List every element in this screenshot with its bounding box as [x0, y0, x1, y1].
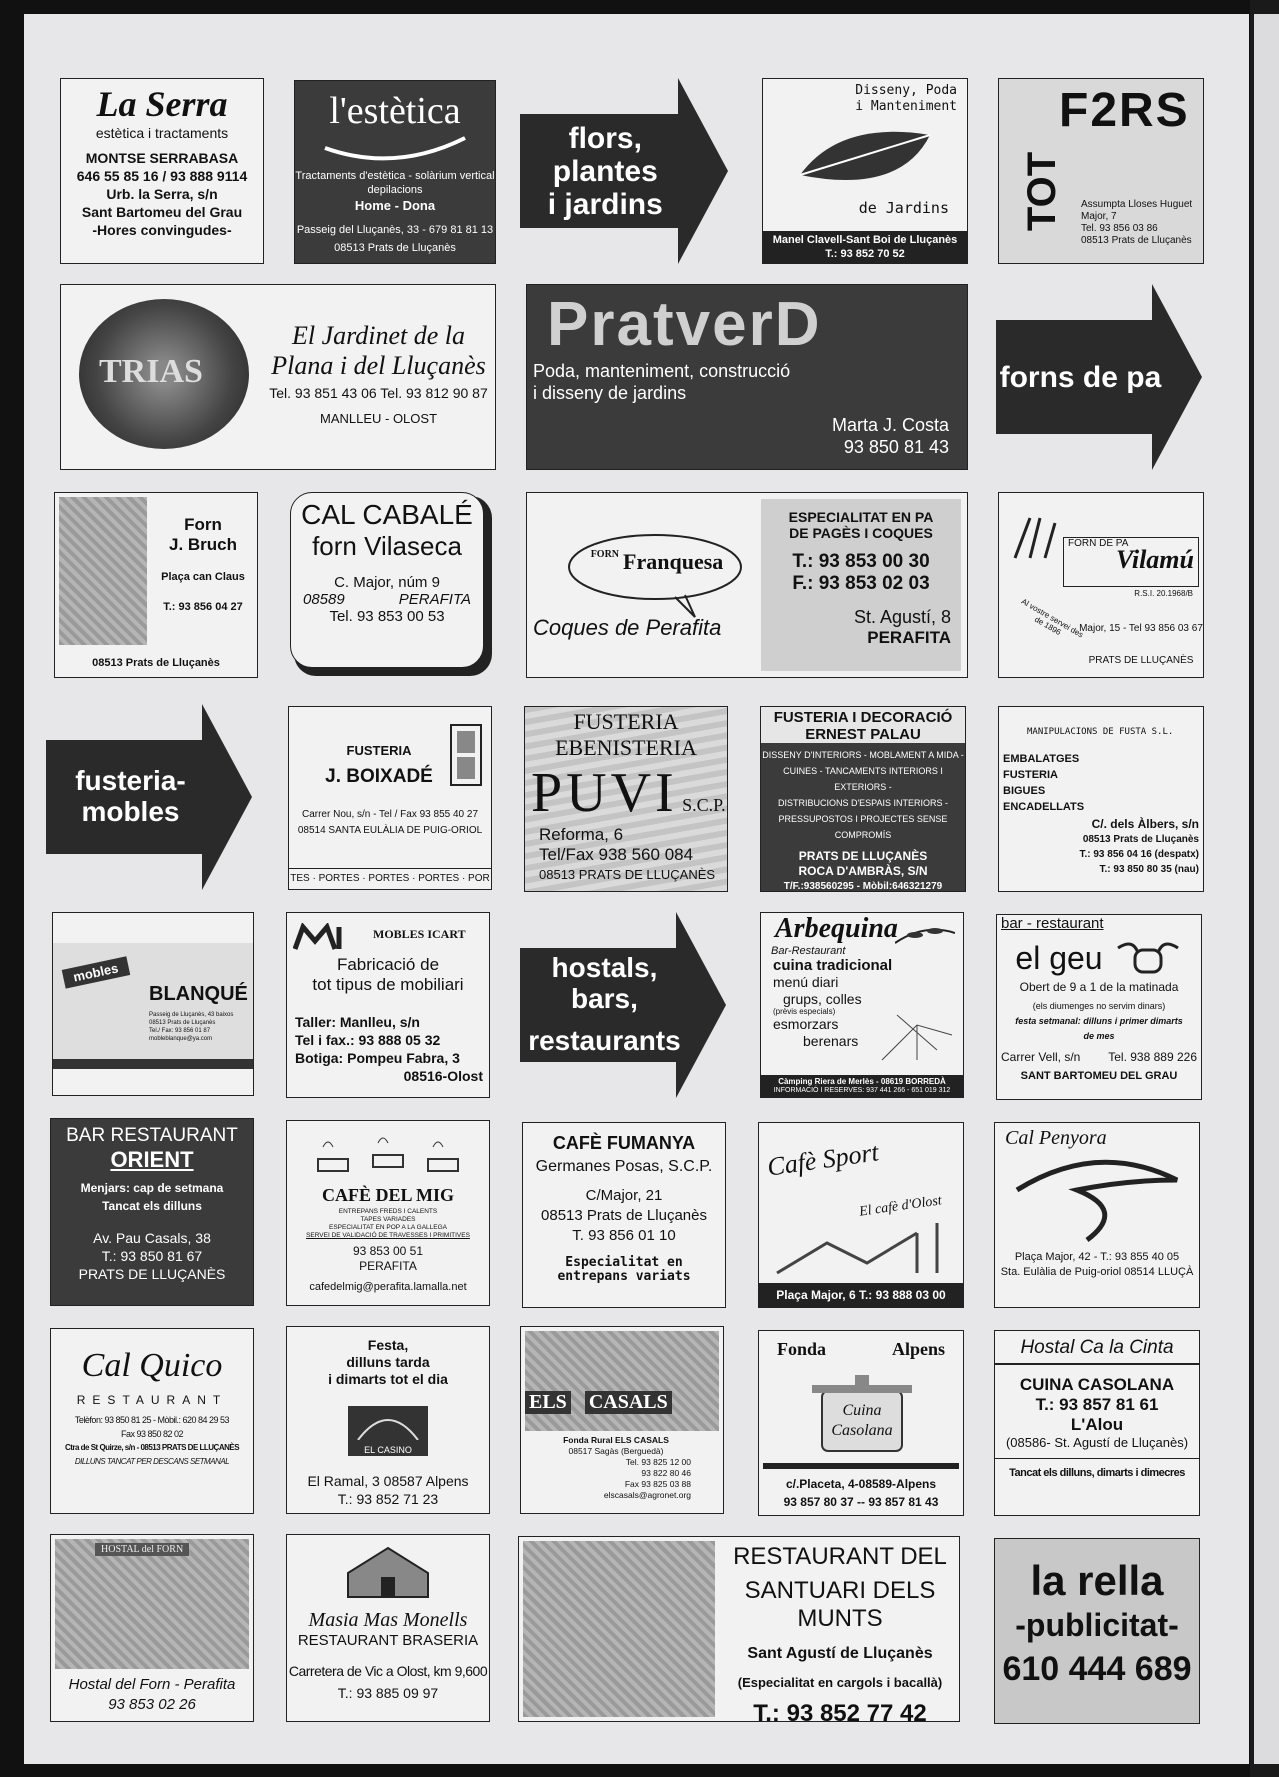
pratverd-owner: Marta J. Costa — [831, 415, 949, 435]
vilamu-forn: FORN DE PA — [1068, 538, 1129, 549]
manipulacions-item1: EMBALATGES — [1003, 753, 1080, 765]
cafe-del-mig-line2: TAPES VARIADES — [360, 1216, 416, 1223]
hostal-forn-name: Hostal del Forn - Perafita — [68, 1676, 236, 1693]
bruch-forn: Forn — [184, 515, 222, 534]
el-geu-closed: festa setmanal: dilluns i primer dimarts — [1015, 1016, 1183, 1026]
bruch-phone: T.: 93 856 04 27 — [163, 601, 243, 613]
blanque-address: Passeig de Lluçanès, 43 baixos — [149, 1012, 234, 1018]
cal-quico-type: RESTAURANT — [76, 1393, 228, 1407]
franquesa-speciality2: DE PAGÈS I COQUES — [789, 525, 933, 541]
cafe-sport-tagline: El cafè d'Olost — [858, 1193, 943, 1220]
cabale-name: CAL CABALÉ — [301, 499, 473, 530]
cal-quico-name: Cal Quico — [81, 1347, 223, 1384]
blanque-name: BLANQUÉ — [149, 983, 248, 1005]
fumanya-name: CAFÈ FUMANYA — [552, 1133, 696, 1153]
els-casals-phone2: 93 822 80 46 — [641, 1468, 691, 1478]
category-arrow-flors — [520, 78, 728, 264]
tot-flors-owner: Assumpta Lloses Huguet — [1081, 199, 1193, 210]
santuari-phone: T.: 93 852 77 42 — [753, 1700, 927, 1722]
mas-monells-type: RESTAURANT BRASERIA — [297, 1632, 479, 1649]
disseny-title2: i Manteniment — [855, 99, 957, 114]
icart-desc2: tot tipus de mobiliari — [312, 975, 464, 994]
vilamu-name: Vilamú — [1115, 545, 1194, 574]
palau-service1: DISSENY D'INTERIORS - MOBLAMENT A MIDA - — [762, 750, 964, 760]
trias-line1: El Jardinet de la — [291, 321, 466, 350]
manipulacions-title: MANIPULACIONS DE FUSTA S.L. — [1027, 727, 1174, 737]
tot-flors-town: 08513 Prats de Lluçanès — [1081, 235, 1192, 246]
arbequina-groups: grups, colles — [783, 991, 862, 1007]
category-arrow-forns — [996, 284, 1202, 470]
arbequina-logo: Arbequina — [775, 913, 898, 944]
la-rella-name: la rella — [1030, 1557, 1164, 1604]
trias-towns: MANLLEU - OLOST — [319, 411, 438, 426]
category-hostals-line1: hostals, bars, — [551, 951, 658, 1014]
fonda-cuina: Cuina — [842, 1402, 882, 1419]
ad-manipulacions — [998, 706, 1204, 892]
puvi-town: 08513 PRATS DE LLUÇANÈS — [539, 867, 716, 882]
category-flors-line2: i jardins — [547, 187, 663, 221]
manipulacions-phone1: T.: 93 856 04 16 (despatx) — [1079, 849, 1199, 860]
cabale-town: PERAFITA — [398, 591, 471, 608]
casino-festa: Festa, — [367, 1337, 409, 1353]
ad-la-rella — [994, 1538, 1200, 1724]
puvi-fusteria: FUSTERIA — [573, 709, 679, 734]
lestetica-town: 08513 Prats de Lluçanès — [334, 242, 456, 254]
casino-logo: EL CASINO — [364, 1445, 412, 1455]
cafe-del-mig-line1: ENTREPANS FREDS I CALENTS — [338, 1208, 438, 1215]
pratverd-desc2: i disseny de jardins — [533, 383, 687, 403]
coffee-cups-icon — [303, 1129, 473, 1179]
ad-la-serra — [60, 78, 264, 264]
hostal-forn-sign: HOSTAL del FORN — [95, 1543, 189, 1556]
cabale-address: C. Major, núm 9 — [334, 574, 440, 591]
arbequina-menu: menú diari — [773, 974, 839, 990]
els-casals-town: 08517 Sagàs (Berguedà) — [568, 1446, 664, 1456]
el-geu-type: bar - restaurant — [1001, 915, 1104, 932]
la-serra-subtitle: estètica i tractaments — [95, 125, 229, 141]
ad-cafe-del-mig — [286, 1120, 490, 1306]
cow-icon — [1113, 938, 1183, 978]
franquesa-logo-name: Franquesa — [623, 549, 724, 574]
casino-tuesday: i dimarts tot el dia — [328, 1371, 448, 1387]
ad-cal-quico — [50, 1328, 254, 1514]
category-arrow-hostals — [520, 912, 726, 1098]
els-casals-logo1: ELS — [525, 1391, 571, 1414]
puvi-scp: S.C.P. — [682, 795, 726, 815]
els-casals-fax: Fax 93 825 03 88 — [624, 1479, 691, 1489]
category-forns-label: forns de pa — [999, 360, 1162, 394]
icart-desc1: Fabricació de — [336, 955, 440, 974]
cabale-postcode: 08589 — [303, 591, 345, 608]
ad-disseny-jardins — [762, 78, 968, 264]
fumanya-speciality2: entrepans variats — [557, 1269, 691, 1284]
fonda-address: c/.Placeta, 4-08589-Alpens — [785, 1477, 937, 1491]
category-fusteria-label: fusteria-mobles — [75, 765, 186, 827]
la-serra-name: MONTSE SERRABASA — [85, 150, 239, 166]
icart-name: MOBLES ICART — [373, 927, 466, 941]
blanque-town: 08513 Prats de Lluçanès — [149, 1020, 216, 1026]
fumanya-speciality1: Especialitat en — [565, 1255, 683, 1270]
ad-mobles-blanque — [52, 912, 254, 1096]
ad-fonda-alpens — [758, 1330, 964, 1516]
cafe-del-mig-line4: SERVEI DE VALIDACIÓ DE TRAVESSES I PRIMITIVES — [306, 1232, 470, 1239]
franquesa-phone: T.: 93 853 00 30 — [792, 551, 930, 572]
franquesa-speciality1: ESPECIALITAT EN PA — [788, 509, 934, 525]
calacinta-town: (08586- St. Agustí de Lluçanès) — [995, 1435, 1199, 1459]
casino-monday: dilluns tarda — [346, 1354, 430, 1370]
els-casals-house-photo — [525, 1331, 719, 1431]
palau-service2: CUINES - TANCAMENTS INTERIORS I EXTERIORS - — [783, 766, 943, 792]
ad-boixade — [288, 706, 492, 890]
cal-penyora-address: Plaça Major, 42 - T.: 93 855 40 05 — [1014, 1251, 1180, 1263]
lestetica-gender: Home - Dona — [354, 198, 436, 213]
boixade-address: Carrer Nou, s/n - Tel / Fax 93 855 40 27 — [301, 809, 478, 820]
cal-penyora-town: Sta. Eulàlia de Puig-oriol 08514 LLUÇÀ — [1000, 1266, 1194, 1278]
ad-tot-flors — [998, 78, 1204, 264]
orient-address: Av. Pau Casals, 38 — [93, 1230, 211, 1246]
category-hostals-line2: restaurants — [528, 1025, 681, 1057]
icart-logo-icon — [293, 923, 353, 951]
puvi-logo: PUVI — [531, 762, 678, 824]
la-rella-phone: 610 444 689 — [1002, 1650, 1192, 1688]
franquesa-tagline: Coques de Perafita — [533, 615, 722, 640]
ad-hostal-ca-la-cinta — [994, 1330, 1200, 1516]
els-casals-email: elscasals@agronet.org — [603, 1490, 691, 1500]
cal-quico-closed: DILLUNS TANCAT PER DESCANS SETMANAL — [74, 1457, 230, 1466]
ad-cafe-sport — [758, 1122, 964, 1308]
ad-el-geu — [996, 914, 1202, 1100]
cafe-del-mig-line3: ESPECIALITAT EN POP A LA GALLEGA — [328, 1224, 448, 1231]
la-serra-phone: 646 55 85 16 / 93 888 9114 — [76, 168, 248, 184]
orient-menjars: Menjars: cap de setmana — [80, 1181, 224, 1195]
ad-cal-cabale — [290, 492, 494, 678]
arbequina-phones: INFORMACIÓ I RESERVES: 937 441 266 - 651 019 312 — [773, 1087, 951, 1094]
santuari-church-photo — [523, 1541, 715, 1717]
casino-arch-icon — [348, 1406, 428, 1440]
hostal-forn-photo — [55, 1539, 249, 1669]
bakery-photo — [59, 497, 147, 645]
ad-hostal-del-forn — [50, 1534, 254, 1722]
palau-title1: FUSTERIA I DECORACIÓ — [773, 709, 953, 726]
ad-pratverd — [526, 284, 968, 470]
palau-service3: DISTRIBUCIONS D'ESPAIS INTERIORS - — [777, 798, 949, 808]
palau-title2: ERNEST PALAU — [805, 726, 921, 743]
cafe-sport-name: Cafè Sport — [765, 1137, 881, 1182]
lestetica-services2: depilacions — [367, 184, 423, 196]
fonda-casolana: Casolana — [831, 1422, 893, 1439]
santuari-title1: RESTAURANT DEL — [733, 1543, 947, 1570]
pratverd-phone: 93 850 81 43 — [843, 437, 949, 457]
category-arrow-fusteria — [46, 704, 252, 890]
santuari-title2: SANTUARI DELS MUNTS — [744, 1577, 936, 1632]
boixade-fusteria: FUSTERIA — [346, 743, 412, 758]
icart-botiga: Botiga: Pompeu Fabra, 3 — [295, 1050, 460, 1066]
fonda-phones: 93 857 80 37 -- 93 857 81 43 — [783, 1495, 939, 1509]
cafe-del-mig-email: cafedelmig@perafita.lamalla.net — [309, 1281, 467, 1293]
franquesa-fax: F.: 93 853 02 03 — [792, 573, 930, 594]
mas-monells-name: Masia Mas Monells — [308, 1609, 468, 1631]
cafe-sport-illustration — [767, 1213, 957, 1283]
els-casals-phone1: Tel. 93 825 12 00 — [625, 1457, 691, 1467]
orient-town: PRATS DE LLUÇANÈS — [78, 1266, 226, 1282]
icart-town: 08516-Olost — [403, 1068, 483, 1084]
ad-mobles-icart — [286, 912, 490, 1098]
el-geu-sundays: (els diumenges no servim dinars) — [1032, 1001, 1166, 1011]
olive-branch-icon — [895, 923, 955, 953]
cafe-del-mig-name: CAFÈ DEL MIG — [321, 1185, 454, 1205]
ad-ernest-palau — [760, 706, 966, 892]
cal-penyora-name: Cal Penyora — [1005, 1127, 1107, 1149]
la-serra-hours: -Hores convingudes- — [92, 222, 232, 238]
ad-el-casino — [286, 1326, 490, 1514]
puvi-address: Reforma, 6 — [539, 825, 624, 844]
vilamu-town: PRATS DE LLUÇANÈS — [1088, 655, 1194, 666]
ad-cal-penyora — [994, 1122, 1200, 1308]
tot-flors-address: Major, 7 — [1081, 211, 1117, 222]
la-serra-address: Urb. la Serra, s/n — [106, 186, 218, 202]
orient-closed: Tancat els dilluns — [102, 1199, 202, 1213]
el-geu-closed2: de mes — [1083, 1031, 1115, 1041]
cal-quico-fax: Fax 93 850 82 02 — [120, 1429, 184, 1439]
calacinta-closed: Tancat els dilluns, dimarts i dimecres — [1009, 1467, 1185, 1479]
ad-orient — [50, 1118, 254, 1306]
vilamu-address: Major, 15 - Tel 93 856 03 67 — [1079, 623, 1203, 634]
mas-monells-address: Carretera de Vic a Olost, km 9,600 — [288, 1663, 488, 1679]
cabale-forn: forn Vilaseca — [312, 531, 462, 561]
manipulacions-town: 08513 Prats de Lluçanès — [1082, 834, 1199, 845]
disseny-contact: Manel Clavell-Sant Boi de Lluçanès — [772, 234, 958, 246]
lestetica-address: Passeig del Lluçanès, 33 - 679 81 81 13 — [296, 224, 494, 236]
manipulacions-item3: BIGUES — [1003, 785, 1046, 797]
pratverd-desc1: Poda, manteniment, construcció — [533, 361, 791, 381]
trias-phones: Tel. 93 851 43 06 Tel. 93 812 90 87 — [269, 385, 488, 401]
boixade-name: J. BOIXADÉ — [325, 766, 433, 787]
disseny-phone: T.: 93 852 70 52 — [825, 248, 905, 260]
boixade-strip: TES · PORTES · PORTES · PORTES · POR — [289, 868, 491, 889]
casino-address: El Ramal, 3 08587 Alpens — [307, 1473, 469, 1489]
cafe-sport-address: Plaça Major, 6 T.: 93 888 03 00 — [759, 1283, 963, 1307]
orient-name: ORIENT — [110, 1147, 194, 1172]
leaf-icon — [780, 115, 950, 205]
icart-taller: Taller: Manlleu, s/n — [295, 1014, 420, 1030]
palau-service4: PRESSUPOSTOS I PROJECTES SENSE COMPROMÍS — [778, 814, 948, 840]
bruch-name: J. Bruch — [168, 535, 238, 554]
lestetica-logo: l'estètica — [329, 90, 461, 132]
cal-quico-phones: Telèfon: 93 850 81 25 - Mòbil.: 620 84 29 53 — [74, 1415, 230, 1425]
el-geu-address: Carrer Vell, s/n — [1001, 1050, 1081, 1064]
pratverd-logo: PratverD — [547, 290, 822, 359]
disseny-title3: de Jardins — [858, 199, 949, 217]
puvi-ebenisteria: EBENISTERIA — [555, 735, 697, 760]
calacinta-phone: T.: 93 857 81 61 — [1035, 1395, 1159, 1414]
els-casals-name: Fonda Rural ELS CASALS — [563, 1435, 669, 1445]
arbequina-cuina: cuina tradicional — [773, 957, 893, 974]
vilamu-since: Al vostre servei des de 1896 — [1019, 596, 1085, 640]
vilamu-rsi: R.S.I. 20.1968/B — [1134, 589, 1193, 598]
cal-quico-address: Ctra de St Quirze, s/n - 08513 PRATS DE LLUÇANÈS — [64, 1443, 240, 1452]
el-geu-name: el geu — [1015, 939, 1103, 976]
manipulacions-item2: FUSTERIA — [1003, 769, 1058, 781]
puvi-phone: Tel/Fax 938 560 084 — [539, 845, 694, 864]
bruch-town: 08513 Prats de Lluçanès — [92, 657, 220, 669]
icart-phone: Tel i fax.: 93 888 05 32 — [295, 1032, 441, 1048]
arbequina-berenars: berenars — [803, 1033, 859, 1049]
palau-phone: T/F.:938560295 - Mòbil:646321279 — [783, 881, 943, 892]
hostal-forn-phone: 93 853 02 26 — [108, 1696, 196, 1713]
santuari-speciality: (Especialitat en cargols i bacallà) — [737, 1675, 943, 1690]
ad-lestetica — [294, 80, 496, 264]
door-icon — [449, 723, 483, 787]
category-flors-line1: flors, plantes — [552, 121, 658, 188]
el-geu-town: SANT BARTOMEU DEL GRAU — [1020, 1070, 1178, 1082]
franquesa-town: PERAFITA — [867, 628, 951, 647]
cafe-del-mig-town: PERAFITA — [359, 1259, 417, 1273]
fumanya-owners: Germanes Posas, S.C.P. — [535, 1158, 713, 1175]
franquesa-address: St. Agustí, 8 — [853, 607, 951, 627]
trias-line2: Plana i del Lluçanès — [271, 351, 486, 380]
location-map-icon — [877, 1005, 957, 1065]
palau-address: ROCA D'AMBRÀS, S/N — [798, 864, 928, 878]
tot-flors-phone: Tel. 93 856 03 86 — [1081, 223, 1158, 234]
ad-santuari-dels-munts — [518, 1536, 960, 1722]
blanque-logo: mobles — [62, 956, 130, 988]
mas-monells-phone: T.: 93 885 09 97 — [337, 1685, 439, 1701]
palau-town: PRATS DE LLUÇANÈS — [798, 849, 928, 863]
la-serra-town: Sant Bartomeu del Grau — [81, 204, 243, 220]
blanque-phone: Tel./ Fax: 93 856 01 87 — [149, 1028, 211, 1034]
calacinta-cuina: CUINA CASOLANA — [1019, 1375, 1175, 1394]
la-serra-logo: La Serra — [96, 84, 228, 124]
penyora-ornament-icon — [1007, 1150, 1187, 1250]
lestetica-services: Tractaments d'estètica - solàrium vertical — [295, 170, 495, 182]
ad-els-casals — [520, 1326, 724, 1514]
bruch-address: Plaça can Claus — [161, 571, 245, 583]
trias-logo: TRIAS — [99, 353, 203, 390]
ad-trias — [60, 284, 496, 470]
ad-forn-vilamu — [998, 492, 1204, 678]
blanque-email: mobleblanque@ya.com — [149, 1036, 213, 1042]
manipulacions-phone2: T.: 93 850 80 35 (nau) — [1099, 864, 1199, 875]
manipulacions-item4: ENCADELLATS — [1003, 801, 1085, 813]
calacinta-name: Hostal Ca la Cinta — [995, 1331, 1199, 1365]
fonda-label: Fonda — [777, 1339, 827, 1359]
manipulacions-address: C/. dels Àlbers, s/n — [1091, 817, 1199, 831]
el-geu-hours: Obert de 9 a 1 de la matinada — [1019, 980, 1179, 994]
disseny-title1: Disseny, Poda — [855, 83, 957, 98]
el-geu-phone: Tel. 938 889 226 — [1108, 1050, 1197, 1064]
orient-type: BAR RESTAURANT — [66, 1125, 238, 1146]
ad-forn-franquesa — [526, 492, 968, 678]
fumanya-town: 08513 Prats de Lluçanès — [541, 1207, 707, 1224]
next-page-edge — [1254, 14, 1279, 1764]
arbequina-location: Càmping Riera de Merlès - 08619 BORREDÀ — [778, 1077, 946, 1086]
fumanya-address: C/Major, 21 — [585, 1187, 663, 1204]
cabale-phone: Tel. 93 853 00 53 — [329, 608, 445, 625]
swoosh-icon — [315, 133, 475, 163]
arbequina-groups-note: (prèvis especials) — [773, 1007, 836, 1016]
ad-puvi — [524, 706, 728, 892]
tot-flors-logo-tot: TOT — [1020, 151, 1065, 232]
tot-flors-logo-flors: F2RS — [1059, 84, 1190, 137]
casino-phone: T.: 93 852 71 23 — [337, 1491, 439, 1507]
ad-cafe-fumanya — [522, 1122, 726, 1308]
calacinta-place: L'Alou — [1070, 1415, 1124, 1434]
la-rella-tagline: -publicitat- — [1015, 1607, 1179, 1643]
fonda-town-name: Alpens — [891, 1339, 945, 1359]
masia-house-icon — [343, 1543, 433, 1599]
arbequina-esmorzars: esmorzars — [773, 1016, 839, 1032]
cafe-del-mig-phone: 93 853 00 51 — [352, 1244, 424, 1258]
els-casals-logo2: CASALS — [585, 1391, 672, 1414]
wheat-icon — [1005, 513, 1065, 563]
ad-mas-monells — [286, 1534, 490, 1722]
ad-forn-bruch — [54, 492, 258, 678]
boixade-town: 08514 SANTA EULÀLIA DE PUIG-ORIOL — [297, 825, 483, 836]
fumanya-phone: T. 93 856 01 10 — [572, 1227, 676, 1244]
franquesa-logo-forn: FORN — [590, 549, 620, 560]
orient-phone: T.: 93 850 81 67 — [101, 1248, 203, 1264]
arbequina-type: Bar-Restaurant — [771, 945, 846, 957]
ad-arbequina — [760, 912, 964, 1098]
santuari-town: Sant Agustí de Lluçanès — [747, 1645, 933, 1662]
